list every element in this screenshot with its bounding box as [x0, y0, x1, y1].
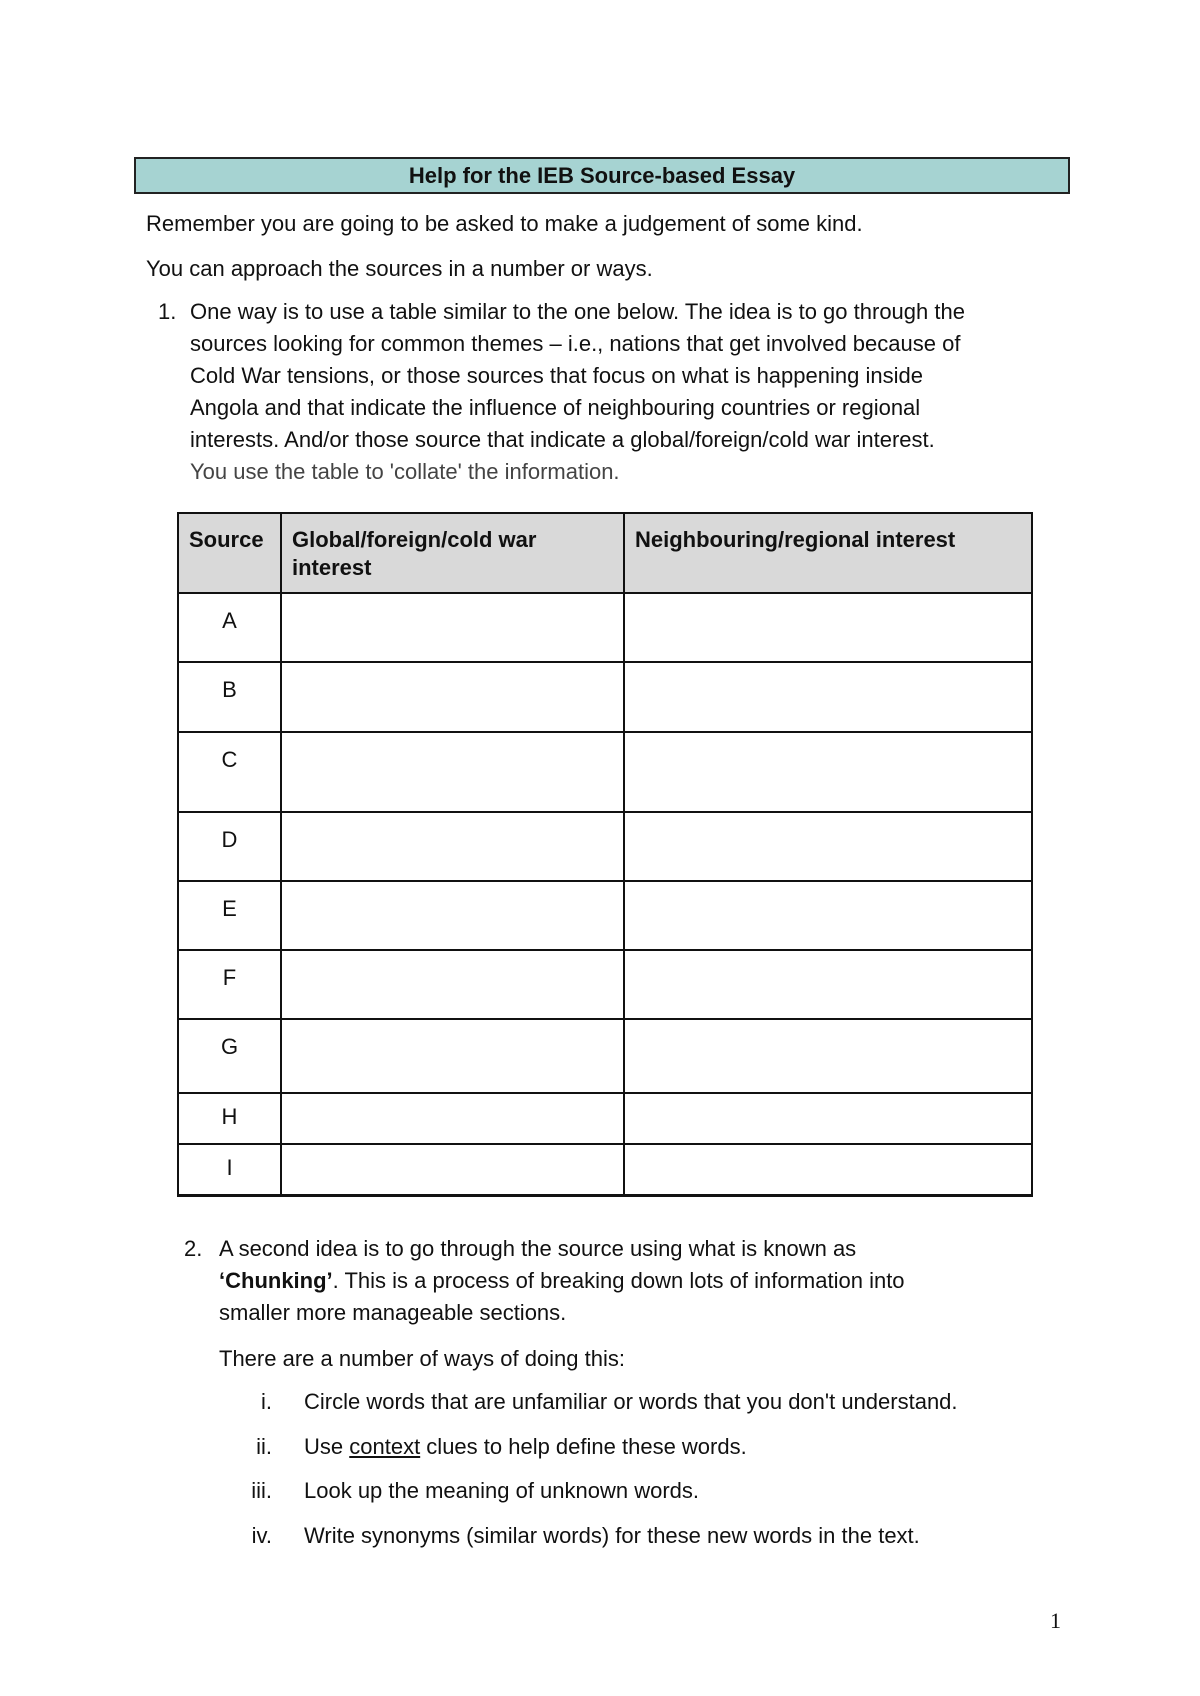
item-1-line: interests. And/or those source that indicate a global/foreign/cold war interest. — [190, 427, 935, 452]
step-number: iii. — [251, 1478, 272, 1503]
regional-cell[interactable] — [624, 812, 1032, 881]
source-table — [177, 512, 1033, 1197]
table-row — [178, 1093, 1032, 1144]
sub-intro: There are a number of ways of doing this: — [219, 1346, 625, 1371]
source-label: H — [178, 1093, 281, 1144]
step-number: iv. — [251, 1523, 272, 1548]
regional-cell[interactable] — [624, 950, 1032, 1019]
item-1-line: One way is to use a table similar to the one below. The idea is to go through the — [190, 299, 965, 324]
step-number: ii. — [256, 1434, 272, 1459]
table-row — [178, 662, 1032, 732]
global-cell[interactable] — [281, 593, 624, 662]
source-label: A — [178, 593, 281, 662]
step-text: Circle words that are unfamiliar or words that you don't understand. — [304, 1389, 958, 1414]
global-cell[interactable] — [281, 1093, 624, 1144]
source-label: I — [178, 1144, 281, 1195]
item-2-number: 2. — [184, 1236, 203, 1261]
header-global-interest: Global/foreign/cold war interest — [281, 513, 624, 593]
table-row — [178, 881, 1032, 950]
source-label: G — [178, 1019, 281, 1093]
page-number: 1 — [1050, 1608, 1061, 1633]
regional-cell[interactable] — [624, 1144, 1032, 1195]
table-row — [178, 732, 1032, 812]
header-source: Source — [178, 513, 281, 593]
regional-cell[interactable] — [624, 662, 1032, 732]
global-cell[interactable] — [281, 812, 624, 881]
item-1-line: Cold War tensions, or those sources that focus on what is happening inside — [190, 363, 923, 388]
global-cell[interactable] — [281, 662, 624, 732]
global-cell[interactable] — [281, 950, 624, 1019]
header-regional-interest: Neighbouring/regional interest — [624, 513, 1032, 593]
global-cell[interactable] — [281, 1019, 624, 1093]
regional-cell[interactable] — [624, 732, 1032, 812]
item-2-line — [219, 1265, 905, 1297]
context-term: context — [349, 1434, 421, 1459]
regional-cell[interactable] — [624, 1093, 1032, 1144]
table-row — [178, 950, 1032, 1019]
step-text: Write synonyms (similar words) for these new words in the text. — [304, 1523, 920, 1548]
step-text-pre: Use — [304, 1434, 350, 1459]
table-row — [178, 593, 1032, 662]
step-text — [304, 1431, 747, 1463]
step-number: i. — [261, 1389, 272, 1414]
intro-paragraph-1: Remember you are going to be asked to make a judgement of some kind. — [146, 211, 863, 236]
step-text: Look up the meaning of unknown words. — [304, 1478, 700, 1503]
global-cell[interactable] — [281, 881, 624, 950]
global-cell[interactable] — [281, 732, 624, 812]
item-2-line: smaller more manageable sections. — [219, 1300, 567, 1325]
global-cell[interactable] — [281, 1144, 624, 1195]
step-text-post: clues to help define these words. — [420, 1434, 747, 1459]
source-label: D — [178, 812, 281, 881]
source-label: E — [178, 881, 281, 950]
item-1-line: Angola and that indicate the influence of neighbouring countries or regional — [190, 395, 921, 420]
table-row — [178, 812, 1032, 881]
item-1-number: 1. — [158, 299, 177, 324]
item-2-line-rest: . This is a process of breaking down lots of information into — [332, 1268, 905, 1293]
item-2-text — [219, 1233, 905, 1329]
item-1-line: You use the table to 'collate' the information. — [190, 459, 620, 484]
source-label: F — [178, 950, 281, 1019]
table-row — [178, 1144, 1032, 1195]
source-label: C — [178, 732, 281, 812]
item-1-line: sources looking for common themes – i.e., nations that get involved because of — [190, 331, 961, 356]
chunking-term: ‘Chunking’ — [219, 1268, 333, 1293]
regional-cell[interactable] — [624, 593, 1032, 662]
item-2-line: A second idea is to go through the source using what is known as — [219, 1236, 857, 1261]
item-1-text — [190, 296, 965, 488]
page-title: Help for the IEB Source-based Essay — [134, 157, 1070, 194]
source-label: B — [178, 662, 281, 732]
regional-cell[interactable] — [624, 881, 1032, 950]
table-row — [178, 1019, 1032, 1093]
intro-paragraph-2: You can approach the sources in a number or ways. — [146, 256, 653, 281]
table-header-row — [178, 513, 1032, 593]
regional-cell[interactable] — [624, 1019, 1032, 1093]
